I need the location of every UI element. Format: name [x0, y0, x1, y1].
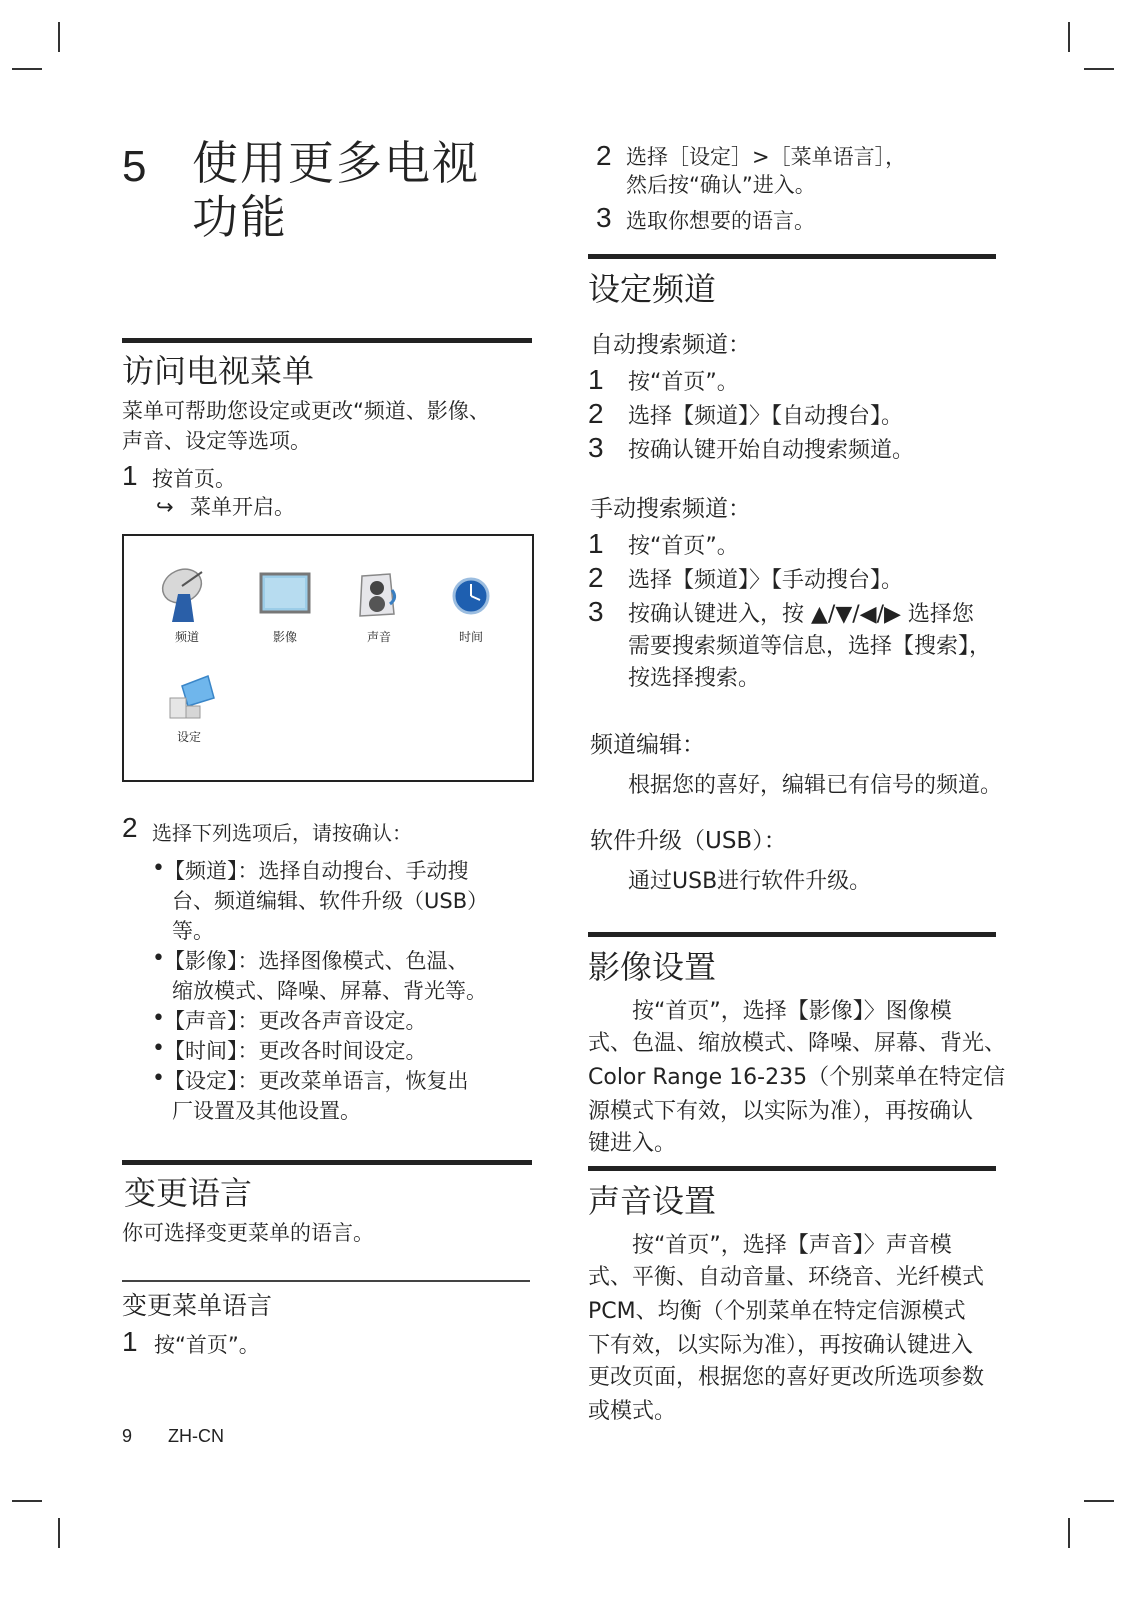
- step-text: 按“首页”。: [154, 1333, 260, 1357]
- menu-item-label: 影像: [272, 630, 297, 644]
- section-heading-picture: 影像设置: [588, 948, 717, 986]
- step-text: 选择下列选项后，请按确认：: [152, 821, 412, 845]
- usb-upgrade-label: 软件升级（USB）：: [590, 828, 787, 854]
- bullet-line: 【频道】：选择自动搜台、手动搜: [164, 859, 469, 883]
- step-number: 1: [122, 1326, 138, 1357]
- manual-search-label: 手动搜索频道：: [590, 496, 751, 522]
- bullet-line: 等。: [172, 919, 214, 943]
- menu-item-sound[interactable]: [334, 564, 424, 645]
- menu-item-label: 设定: [176, 730, 201, 744]
- step-number: 3: [588, 432, 604, 463]
- subsection-rule: [122, 1280, 530, 1282]
- step-text: 按“首页”。: [628, 534, 739, 559]
- monitor-icon: [240, 564, 330, 624]
- step-number: 3: [596, 202, 612, 233]
- section-rule: [588, 1166, 996, 1171]
- step-number: 1: [588, 528, 604, 559]
- crop-mark: [1084, 68, 1114, 70]
- sound-text-line: PCM、均衡（个别菜单在特定信源模式: [588, 1299, 966, 1324]
- bullet-line: 台、频道编辑、软件升级（USB）: [172, 889, 489, 913]
- bullet-marker: •: [152, 1006, 165, 1031]
- language-intro: 你可选择变更菜单的语言。: [122, 1221, 374, 1245]
- step-number: 1: [122, 460, 138, 491]
- step-number: 3: [588, 596, 604, 627]
- menu-item-settings[interactable]: [144, 664, 234, 745]
- step-number: 1: [588, 364, 604, 395]
- sound-text-line: 下有效，以实际为准），再按确认键进入: [588, 1333, 974, 1358]
- menu-item-label: 时间: [458, 630, 483, 644]
- clock-icon: [426, 564, 516, 624]
- step-text: 选择【频道】〉【自动搜台】。: [628, 404, 904, 429]
- tv-menu-screenshot: [122, 534, 534, 782]
- menu-item-label: 声音: [366, 630, 391, 644]
- bullet-line: 【声音】：更改各声音设定。: [164, 1009, 427, 1033]
- step-text: 选择［设定］>［菜单语言］，: [626, 145, 907, 169]
- step-text: 需要搜索频道等信息，选择【搜索】，: [628, 634, 992, 659]
- crop-mark: [1084, 1500, 1114, 1502]
- step-text: 按选择搜索。: [628, 666, 761, 691]
- crop-mark: [58, 22, 60, 52]
- picture-text-line: 源模式下有效，以实际为准），再按确认: [588, 1099, 974, 1124]
- language-code: ZH-CN: [168, 1426, 224, 1446]
- auto-search-label: 自动搜索频道：: [590, 332, 751, 358]
- picture-text-line: 式、色温、缩放模式、降噪、屏幕、背光、: [588, 1031, 1007, 1056]
- step-number: 2: [588, 398, 604, 429]
- bullet-marker: •: [152, 1036, 165, 1061]
- crop-mark: [58, 1518, 60, 1548]
- bullet-marker: •: [152, 856, 165, 881]
- step-number: 2: [122, 812, 138, 843]
- picture-text-line: 按“首页”，选择【影像】〉图像模: [632, 999, 952, 1024]
- channel-edit-label: 频道编辑：: [590, 732, 705, 758]
- step-text: 按首页。: [152, 467, 236, 491]
- section-rule: [122, 1160, 532, 1165]
- crop-mark: [12, 68, 42, 70]
- speaker-icon: [334, 564, 424, 624]
- bullet-line: 【影像】：选择图像模式、色温、: [164, 949, 469, 973]
- step-text: 选择【频道】〉【手动搜台】。: [628, 568, 904, 593]
- step-number: 2: [596, 140, 612, 171]
- step-text: 按“首页”。: [628, 370, 739, 395]
- picture-text-line: Color Range 16-235（个别菜单在特定信: [588, 1065, 1006, 1090]
- crop-mark: [12, 1500, 42, 1502]
- result-arrow-icon: ↪: [156, 495, 174, 519]
- crop-mark: [1068, 22, 1070, 52]
- bullet-marker: •: [152, 1066, 165, 1091]
- step-text: 按确认键进入，按 ▲/▼/◀/▶ 选择您: [628, 602, 974, 627]
- bullet-line: 【设定】：更改菜单语言，恢复出: [164, 1069, 469, 1093]
- step-text: 选取你想要的语言。: [626, 209, 815, 233]
- channel-edit-text: 根据您的喜好，编辑已有信号的频道。: [628, 773, 1003, 798]
- menu-item-label: 频道: [174, 630, 199, 644]
- chapter-title-line1: 使用更多电视: [192, 136, 480, 190]
- section-heading-language: 变更语言: [124, 1174, 253, 1212]
- tv-menu-intro-line1: 菜单可帮助您设定或更改“频道、影像、: [122, 399, 490, 423]
- step-number: 2: [588, 562, 604, 593]
- crop-mark: [1068, 1518, 1070, 1548]
- bullet-line: 【时间】：更改各时间设定。: [164, 1039, 427, 1063]
- satellite-dish-icon: [142, 564, 232, 624]
- picture-text-line: 键进入。: [588, 1131, 677, 1156]
- bullet-line: 厂设置及其他设置。: [172, 1099, 361, 1123]
- step-result-text: 菜单开启。: [190, 495, 295, 519]
- tv-menu-intro-line2: 声音、设定等选项。: [122, 429, 311, 453]
- settings-icon: [144, 664, 234, 724]
- sound-text-line: 按“首页”，选择【声音】〉声音模: [632, 1233, 952, 1258]
- chapter-number: 5: [122, 142, 147, 191]
- bullet-marker: •: [152, 946, 165, 971]
- menu-item-time[interactable]: [426, 564, 516, 645]
- section-heading-tv-menu: 访问电视菜单: [122, 352, 315, 390]
- sound-text-line: 更改页面，根据您的喜好更改所选项参数: [588, 1365, 985, 1390]
- page-number: 9: [122, 1426, 133, 1446]
- menu-item-channel[interactable]: [142, 564, 232, 645]
- usb-upgrade-text: 通过USB进行软件升级。: [628, 869, 872, 894]
- chapter-title-line2: 功能: [192, 190, 288, 244]
- subsection-heading: 变更菜单语言: [122, 1291, 273, 1320]
- sound-text-line: 式、平衡、自动音量、环绕音、光纤模式: [588, 1265, 985, 1290]
- section-rule: [122, 338, 532, 343]
- section-rule: [588, 932, 996, 937]
- section-heading-channels: 设定频道: [588, 270, 717, 308]
- section-rule: [588, 254, 996, 259]
- section-heading-sound: 声音设置: [588, 1182, 717, 1220]
- step-text: 然后按“确认”进入。: [626, 173, 816, 197]
- menu-item-picture[interactable]: [240, 564, 330, 645]
- bullet-line: 缩放模式、降噪、屏幕、背光等。: [172, 979, 487, 1003]
- step-text: 按确认键开始自动搜索频道。: [628, 438, 915, 463]
- sound-text-line: 或模式。: [588, 1399, 677, 1424]
